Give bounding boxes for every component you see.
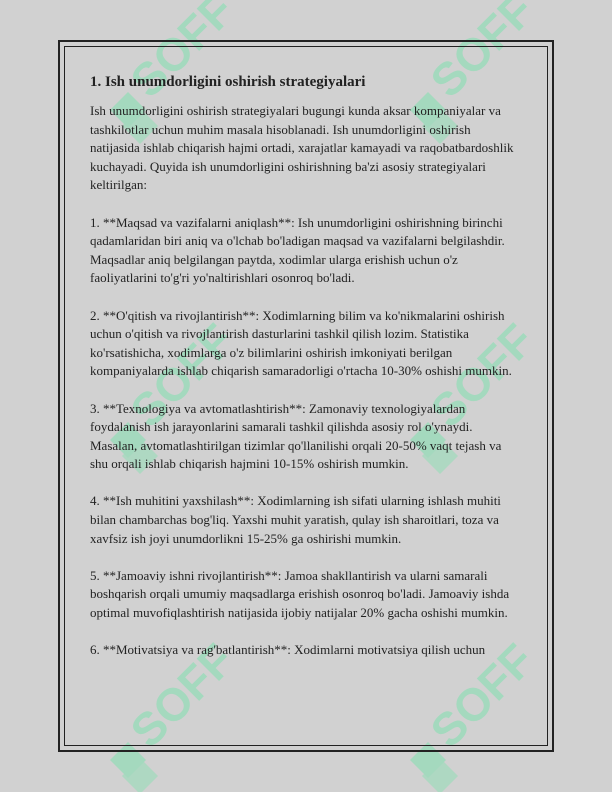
- section-title: 1. Ish unumdorligini oshirish strategiyalari: [90, 74, 366, 90]
- strategy-paragraph-4: 4. **Ish muhitini yaxshilash**: Xodimlarning ish sifati ularning ishlash muhiti bilan chambarchas bog'liq. Yaxshi muhit yaratish, qulay ish sharoitlari, toza va xavfsiz ish joyi unumdorlikni 15-25% ga oshirishi mumkin.: [90, 493, 501, 546]
- strategy-paragraph-3: 3. **Texnologiya va avtomatlashtirish**: Zamonaviy texnologiyalardan foydalanish ish jarayonlarini samarali tashkil qilishda asosiy rol o'ynaydi. Masalan, avtomatlashtirilgan tizimlar qo'llanilishi orqali 20-50% vaqt tejash va shu orqali ishlab chiqarish hajmini 10-15% oshirish mumkin.: [90, 400, 502, 472]
- strategy-paragraph-1: 1. **Maqsad va vazifalarni aniqlash**: Ish unumdorligini oshirishning birinchi qadamlaridan biri aniq va o'lchab bo'ladigan maqsad va vazifalarni belgilashdir. Maqsadlar aniq belgilangan paytda, xodimlar ularga erishish uchun o'z faoliyatlarini to'g'ri yo'naltirishlari osonroq bo'ladi.: [90, 214, 505, 286]
- strategy-paragraph-5: 5. **Jamoaviy ishni rivojlantirish**: Jamoa shakllantirish va ularni samarali boshqarish orqali umumiy maqsadlarga erishish osonroq bo'ladi. Jamoaviy ishda optimal muvofiqlashtirish natijasida ijobiy natijalar 20% gacha oshishi mumkin.: [90, 567, 510, 621]
- intro-paragraph: Ish unumdorligini oshirish strategiyalari bugungi kunda aksar kompaniyalar va tashkilotlar uchun muhim masala hisoblanadi. Ish unumdorligini oshirish natijasida ishlab chiqarish hajmi ortadi, xarajatlar kamayadi va raqobatbardoshlik kuchayadi. Quyida ish unumdorligini oshirishning ba'zi asosiy strategiyalari keltirilgan:: [90, 103, 514, 193]
- document-body: [90, 72, 522, 678]
- strategy-paragraph-2: 2. **O'qitish va rivojlantirish**: Xodimlarning bilim va ko'nikmalarini oshirish uchun o'qitish va rivojlantirish dasturlarini tashkil qilish lozim. Statistika ko'rsatishicha, xodimlarga o'z bilimlarini oshirish imkoniyati berilgan kompaniyalarda ishlab chiqarish samaradorligi o'rtacha 10-30% oshishi mumkin.: [90, 307, 512, 379]
- strategy-paragraph-6: 6. **Motivatsiya va rag'batlantirish**: Xodimlarni motivatsiya qilish uchun: [90, 642, 486, 658]
